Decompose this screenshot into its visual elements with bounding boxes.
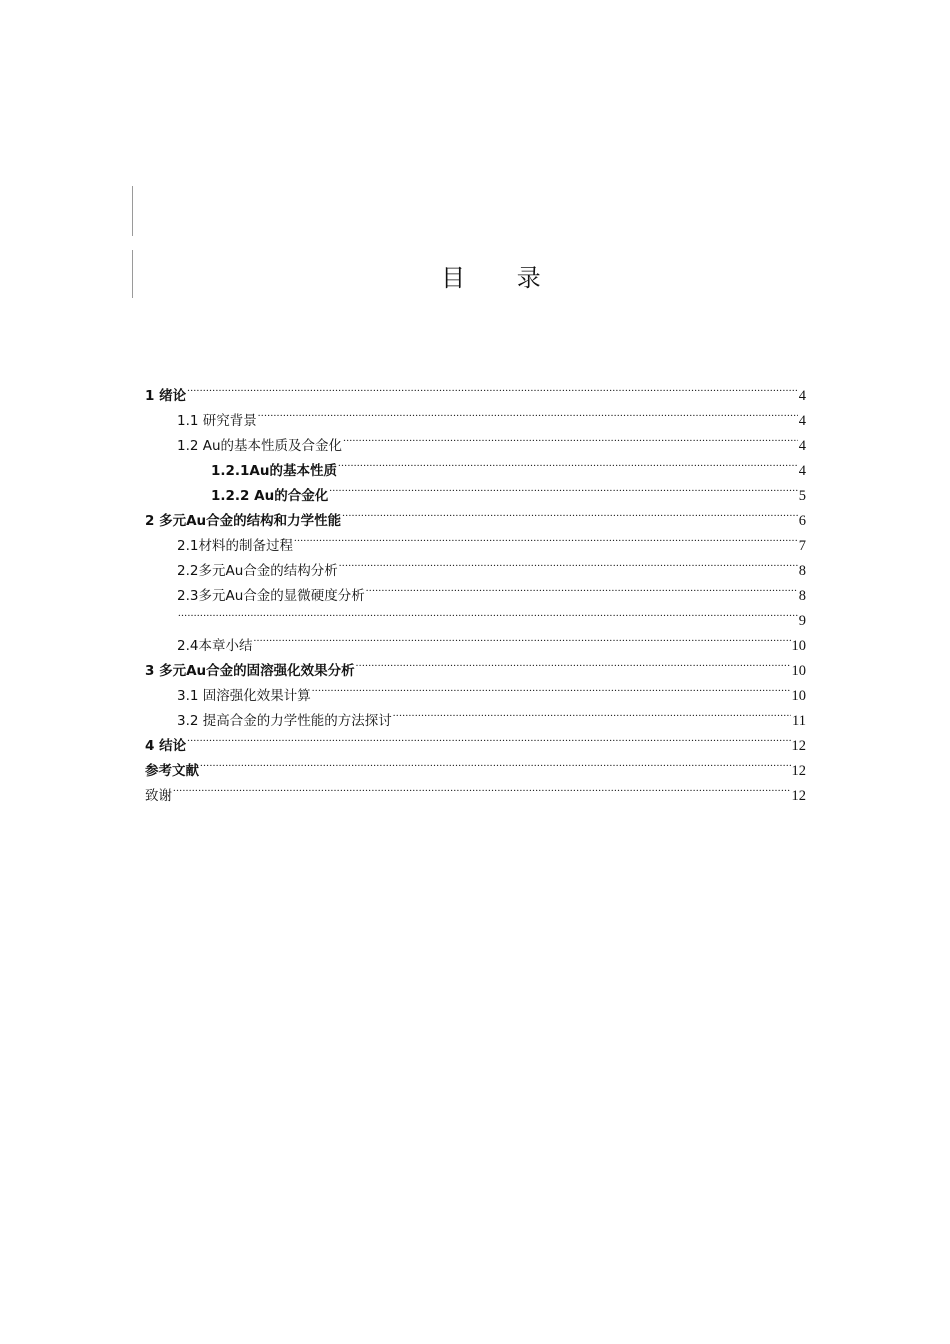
page-title: 目 录 [441, 264, 563, 292]
toc-entry-label: 1.2 Au的基本性质及合金化 [177, 438, 343, 454]
toc-page-number: 4 [798, 388, 806, 404]
toc-page-number: 8 [798, 588, 806, 604]
toc-page-number: 5 [798, 488, 806, 504]
toc-leader-dots [343, 425, 798, 450]
toc-leader-dots [342, 500, 798, 525]
toc-entry[interactable] [145, 750, 806, 779]
toc-page-number: 8 [798, 563, 806, 579]
toc-leader-dots [173, 775, 791, 800]
toc-leader-dots [187, 725, 790, 750]
toc-entry-label: 1.2.2 Au的合金化 [211, 488, 329, 504]
toc-entry[interactable] [145, 625, 806, 654]
toc-page-number: 4 [798, 438, 806, 454]
toc-leader-dots [329, 475, 798, 500]
toc-page-number: 10 [791, 663, 806, 679]
toc-entry[interactable] [145, 400, 806, 429]
toc-entry[interactable] [145, 375, 806, 404]
toc-entry-label: 1.1 研究背景 [177, 413, 257, 429]
table-of-contents [145, 375, 806, 804]
toc-leader-dots [253, 625, 790, 650]
toc-entry-label: 致谢 [145, 788, 172, 804]
toc-page-number: 12 [791, 788, 806, 804]
toc-entry-label: 4 结论 [145, 738, 187, 754]
toc-page-number: 4 [798, 463, 806, 479]
toc-leader-dots [258, 400, 798, 425]
toc-entry[interactable] [145, 600, 806, 629]
toc-page-number: 6 [798, 513, 806, 529]
toc-leader-dots [338, 450, 798, 475]
toc-page-number: 7 [798, 538, 806, 554]
toc-page-number: 9 [798, 613, 806, 629]
toc-leader-dots [366, 575, 798, 600]
toc-entry-label: 2.2多元Au合金的结构分析 [177, 563, 338, 579]
toc-entry-label: 2 多元Au合金的结构和力学性能 [145, 513, 342, 529]
toc-entry-label: 2.4本章小结 [177, 638, 253, 654]
toc-entry[interactable] [145, 725, 806, 754]
toc-page-number: 10 [791, 638, 806, 654]
toc-leader-dots [393, 700, 791, 725]
toc-leader-dots [294, 525, 798, 550]
toc-leader-dots [339, 550, 798, 575]
toc-leader-dots [178, 600, 798, 625]
toc-entry-label: 3.1 固溶强化效果计算 [177, 688, 311, 704]
toc-entry-label: 3 多元Au合金的固溶强化效果分析 [145, 663, 355, 679]
toc-leader-dots [312, 675, 791, 700]
toc-page-number: 4 [798, 413, 806, 429]
toc-leader-dots [200, 750, 791, 775]
toc-entry-label: 2.3多元Au合金的显微硬度分析 [177, 588, 365, 604]
toc-entry-label: 2.1材料的制备过程 [177, 538, 293, 554]
toc-page-number: 10 [791, 688, 806, 704]
toc-entry-label: 3.2 提高合金的力学性能的方法探讨 [177, 713, 392, 729]
toc-page-number: 12 [791, 763, 806, 779]
toc-page-number: 11 [792, 713, 806, 729]
toc-entry-label: 参考文献 [145, 763, 199, 779]
toc-entry[interactable] [145, 775, 806, 804]
margin-mark [132, 186, 133, 236]
toc-page-number: 12 [791, 738, 806, 754]
toc-leader-dots [187, 375, 798, 400]
toc-leader-dots [356, 650, 791, 675]
toc-entry-label: 1 绪论 [145, 388, 187, 404]
toc-entry-label: 1.2.1Au的基本性质 [211, 463, 337, 479]
